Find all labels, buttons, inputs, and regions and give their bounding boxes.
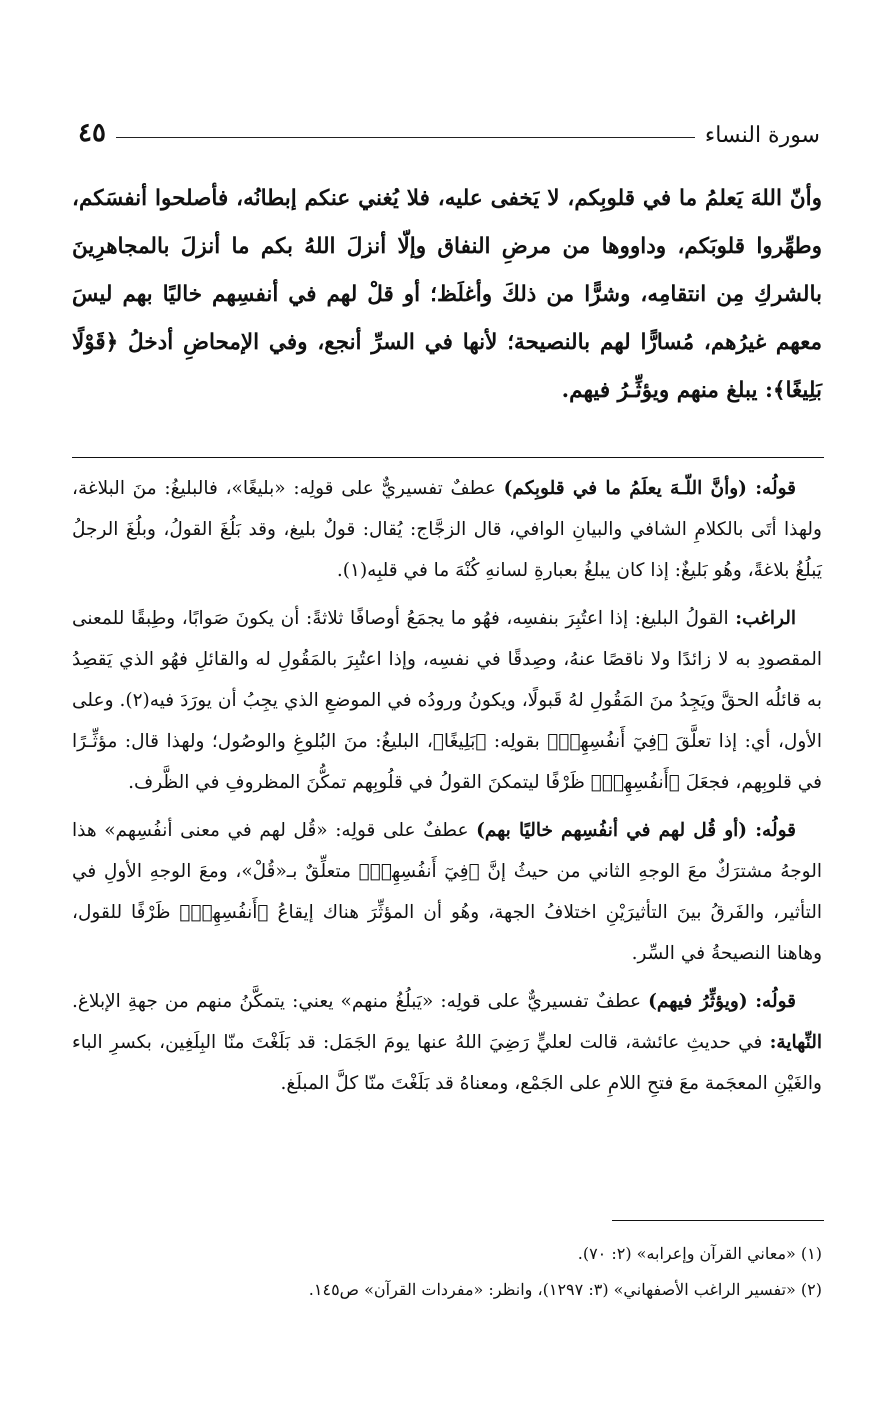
commentary: [72, 468, 822, 1111]
commentary-lead: قولُه: (وأنَّ اللّـهَ يعلَمُ ما في قلوبِكم): [503, 478, 796, 499]
commentary-paragraph: [72, 981, 822, 1104]
page-number: ٤٥: [78, 118, 106, 148]
commentary-text: عطفٌ تفسيريٌّ على قولِه: «يَبلُغُ منهم» يعني: يتمكَّنُ منهم من جهةِ الإبلاغ.: [72, 991, 649, 1012]
footnote: (١) «معاني القرآن وإعرابه» (٢: ٧٠).: [577, 1244, 822, 1263]
commentary-lead: قولُه: (ويؤثِّرُ فيهم): [648, 991, 796, 1012]
main-text: [72, 175, 822, 415]
header-rule: [116, 137, 695, 138]
footnote: (٢) «تفسير الراغب الأصفهاني» (٣: ١٢٩٧)، وانظر: «مفردات القرآن» ص١٤٥.: [308, 1280, 822, 1299]
footnotes: [72, 1236, 822, 1308]
main-paragraph: وأنّ اللهَ يَعلمُ ما في قلوبِكم، لا يَخفى عليه، فلا يُغني عنكم إبطانُه، فأصلحوا أنفسَكم، وطهِّروا قلوبَكم، وداووها من مرضِ النفاق وإلّا أنزلَ اللهُ بكم ما أنزلَ بالمجاهرِينَ بالشركِ مِن انتقامِه، وشرًّا من ذلكَ وأغلَظ؛ أو قلْ لهم في أنفسِهم خاليًا بهم ليسَ معهم غيرُهم، مُسارًّا لهم بالنصيحة؛ لأنها في السرِّ أنجع، وفي الإمحاضِ أدخلُ ﴿قَوْلًا بَلِيغًا﴾: يبلغ منهم ويؤثِّـرُ فيهم.: [72, 186, 822, 403]
page-header: [78, 112, 820, 148]
footnote-divider: [612, 1220, 824, 1221]
commentary-text: عطفٌ تفسيريٌّ على قولِه: «بليغًا»، فالبليغُ: منَ البلاغة، ولهذا أتَى بالكلامِ الشافي والبيانِ الوافي، قال الزجَّاج: يُقال: قولٌ بليغ، وقد بَلُغَ القولُ، وبلُغَ الرجلُ يَبلُغُ بلاغةً، وهُو بَليغٌ: إذا كان يبلغُ بعبارةِ لسانهِ كُنْهَ ما في قلبِه(١).: [72, 478, 822, 581]
section-divider: [72, 457, 824, 458]
commentary-lead: النِّهاية:: [769, 1032, 822, 1053]
commentary-lead: قولُه: (أو قُل لهم في أنفُسِهم خاليًا بهم): [476, 820, 796, 841]
commentary-paragraph: [72, 810, 822, 974]
commentary-paragraph: [72, 598, 822, 803]
surah-title: سورة النساء: [704, 123, 820, 148]
commentary-paragraph: [72, 468, 822, 591]
commentary-lead: الراغب:: [735, 608, 796, 629]
commentary-text: عطفٌ على قولِه: «قُل لهم في معنى أنفُسِهم» هذا الوجهُ مشترَكٌ معَ الوجهِ الثاني من حيثُ إنَّ ﴿فِيٓ أَنفُسِهِمۡ﴾ متعلِّقٌ بـ«قُلْ»، ومعَ الوجهِ الأولِ في التأثير، والفَرقُ بينَ التأثيرَيْنِ اختلافُ الجهة، وهُو أن المؤثِّرَ هناك إيقاعُ ﴿أَنفُسِهِمۡ﴾ ظَرْفًا للقول، وهاهنا النصيحةُ في السِّر.: [72, 820, 822, 964]
commentary-text: في حديثِ عائشة، قالت لعليٍّ رَضِيَ اللهُ عنها يومَ الجَمَل: قد بَلَغْتَ منّا البِلَغِين، بكسرِ الباء والغَيْنِ المعجَمة معَ فتحِ اللامِ على الجَمْع، ومعناهُ قد بَلَغْتَ منّا كلَّ المبلَغ.: [72, 1032, 822, 1094]
commentary-text: القولُ البليغ: إذا اعتُبِرَ بنفسِه، فهُو ما يجمَعُ أوصافًا ثلاثةً: أن يكونَ صَوابًا، وطِبقًا للمعنى المقصودِ به لا زائدًا ولا ناقصًا عنهُ، وصِدقًا في نفسِه، وإذا اعتُبِرَ بالمَقُولِ له والقائلِ فهُو الذي يَقصِدُ به قائلُه الحقَّ ويَجِدُ منَ المَقُولِ لهُ قَبولًا، ويكونُ ورودُه في الموضعِ الذي يجِبُ أن يورَدَ فيه(٢). وعلى الأول، أي: إذا تعلَّقَ ﴿فِيٓ أَنفُسِهِمۡ﴾ بقولِه: ﴿بَلِيغًا﴾، البليغُ: منَ البُلوغِ والوصُول؛ ولهذا قال: مؤثِّـرًا في قلوبِهم، فجعَلَ ﴿أَنفُسِهِمۡ﴾ ظَرْفًا ليتمكنَ القولُ في قلُوبِهم تمكُّنَ المظروفِ في الظَّرف.: [72, 608, 822, 793]
